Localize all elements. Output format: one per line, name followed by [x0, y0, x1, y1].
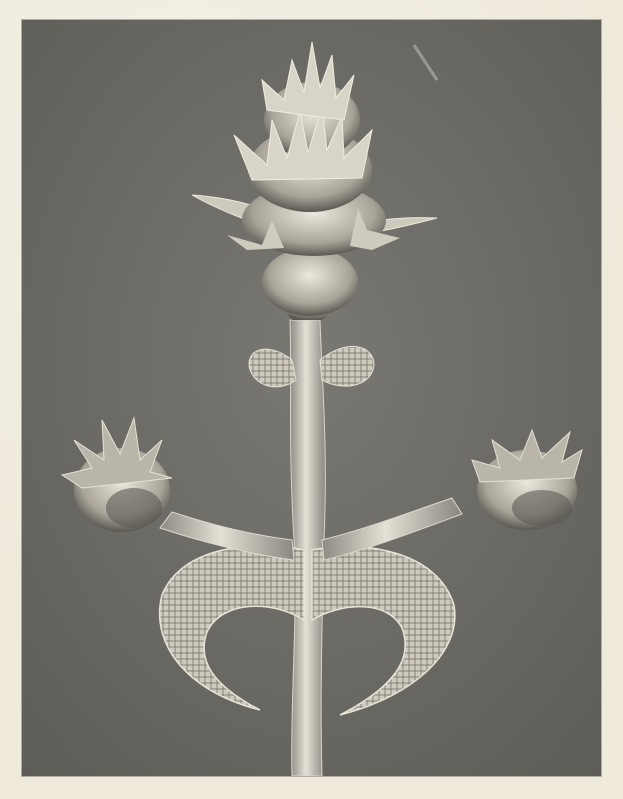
plant-illustration [22, 20, 601, 776]
photogravure-plate [22, 20, 601, 776]
